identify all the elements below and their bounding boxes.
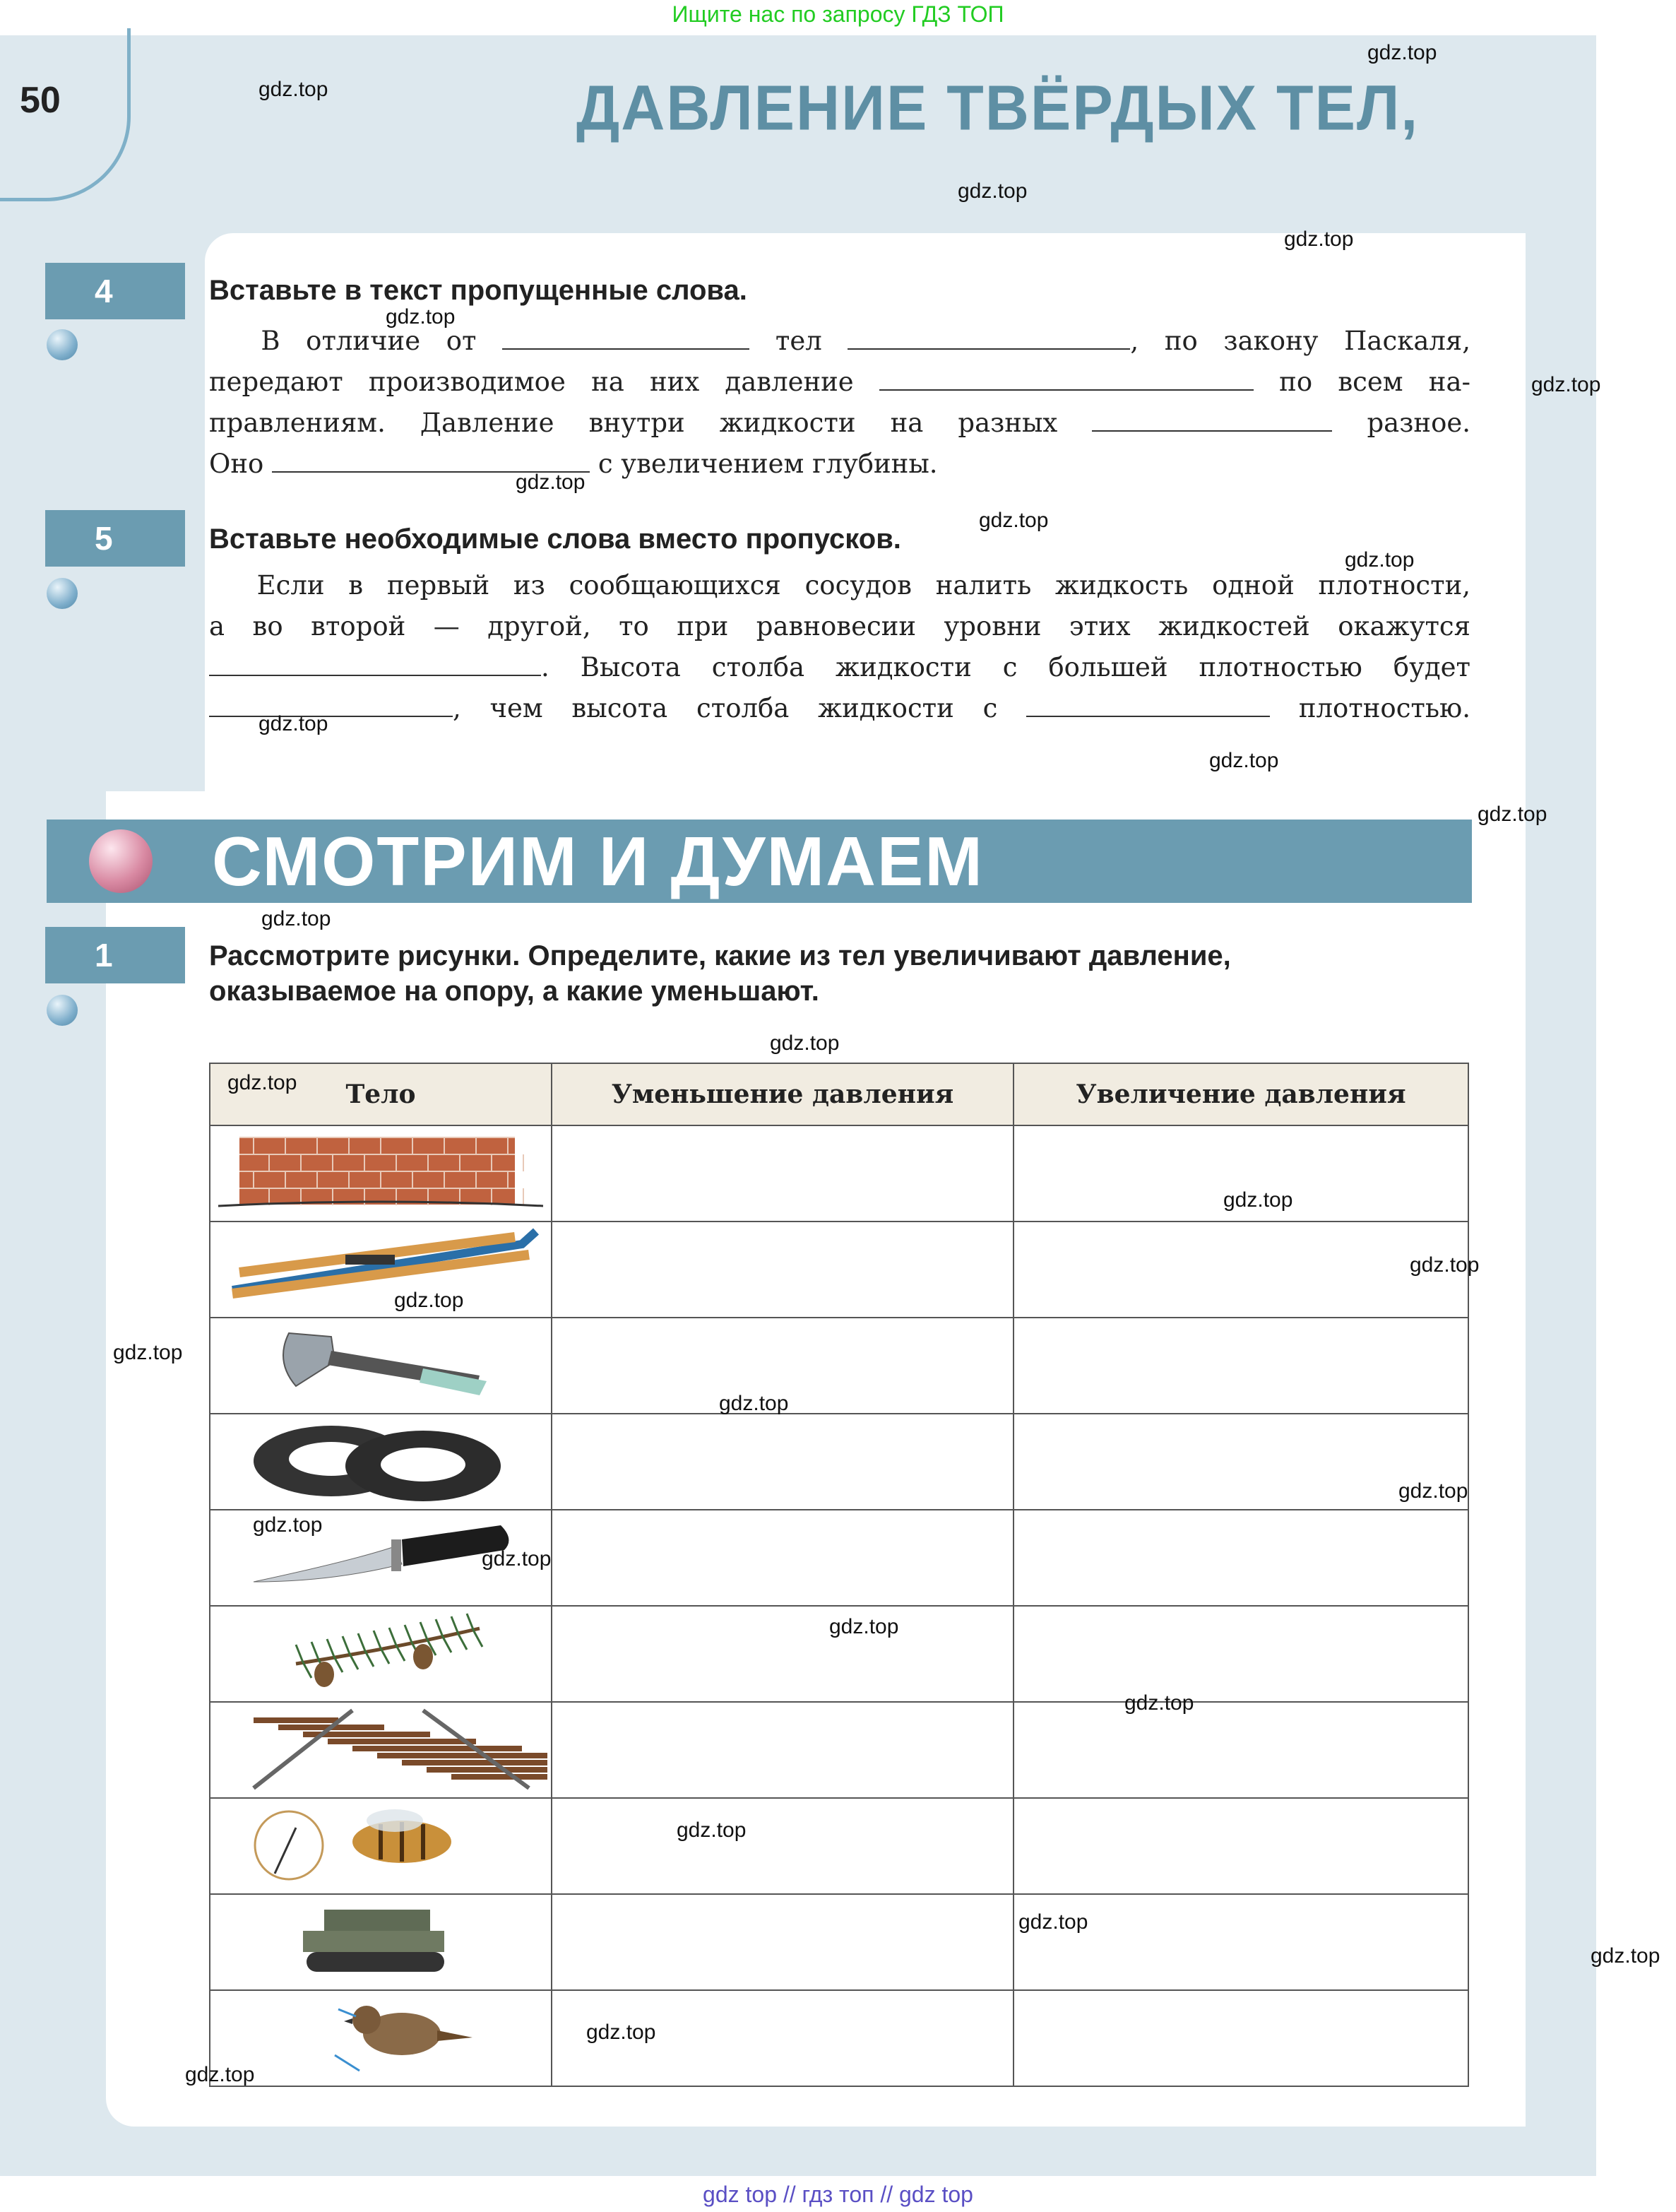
watermark: gdz.top bbox=[1018, 1910, 1088, 1934]
body-image-cell bbox=[210, 1125, 552, 1222]
pink-ball-icon bbox=[89, 829, 153, 893]
watermark: gdz.top bbox=[979, 509, 1049, 532]
task-5-text bbox=[209, 565, 1470, 729]
task-4-badge: 4 bbox=[45, 263, 185, 319]
table-row bbox=[210, 1798, 1468, 1894]
increase-cell[interactable] bbox=[1014, 1894, 1468, 1990]
column-header-body: Тело bbox=[210, 1063, 552, 1125]
table-row bbox=[210, 1702, 1468, 1798]
table-row bbox=[210, 1510, 1468, 1606]
page-number: 50 bbox=[20, 80, 61, 121]
text: правлениям. Давление внутри жидкости на разных bbox=[209, 408, 1058, 438]
text: разное. bbox=[1367, 408, 1471, 438]
table-row bbox=[210, 1990, 1468, 2086]
pine-branch-image bbox=[211, 1607, 547, 1697]
watermark: gdz.top bbox=[1124, 1691, 1194, 1715]
increase-cell[interactable] bbox=[1014, 1798, 1468, 1894]
watermark: gdz.top bbox=[185, 2063, 255, 2086]
watermark: gdz.top bbox=[1398, 1479, 1468, 1503]
watermark: gdz.top bbox=[258, 78, 328, 101]
tires-image bbox=[211, 1415, 547, 1505]
brick-wall-image bbox=[211, 1127, 547, 1217]
text: по всем на- bbox=[1279, 367, 1470, 397]
text: тел bbox=[775, 326, 822, 356]
text: Рассмотрите рисунки. Определите, какие из тел увеличивают давление, bbox=[209, 940, 1231, 971]
body-image-cell bbox=[210, 1318, 552, 1414]
body-image-cell bbox=[210, 1414, 552, 1510]
body-image-cell bbox=[210, 1702, 552, 1798]
task-4-heading: Вставьте в текст пропущенные слова. bbox=[209, 275, 747, 306]
watermark: gdz.top bbox=[394, 1289, 464, 1312]
watermark: gdz.top bbox=[829, 1615, 899, 1638]
blank-field[interactable] bbox=[502, 324, 749, 350]
page-title: ДАВЛЕНИЕ ТВЁРДЫХ ТЕЛ, bbox=[576, 72, 1420, 144]
increase-cell[interactable] bbox=[1014, 1702, 1468, 1798]
body-image-cell bbox=[210, 1606, 552, 1702]
text: . Высота столба жидкости с большей плотностью будет bbox=[541, 652, 1470, 682]
body-image-cell bbox=[210, 1990, 552, 2086]
pressure-table bbox=[209, 1063, 1469, 2087]
text: с увеличением глубины. bbox=[598, 449, 938, 479]
task-1-badge: 1 bbox=[45, 927, 185, 983]
increase-cell[interactable] bbox=[1014, 1990, 1468, 2086]
decrease-cell[interactable] bbox=[552, 1606, 1014, 1702]
watermark: gdz.top bbox=[261, 907, 331, 930]
watermark: gdz.top bbox=[258, 712, 328, 735]
watermark: gdz.top bbox=[1531, 373, 1601, 396]
table-row bbox=[210, 1894, 1468, 1990]
top-note: Ищите нас по запросу ГДЗ ТОП bbox=[672, 1, 1004, 27]
blank-field[interactable] bbox=[1026, 692, 1270, 717]
decrease-cell[interactable] bbox=[552, 1798, 1014, 1894]
increase-cell[interactable] bbox=[1014, 1510, 1468, 1606]
task-5-heading: Вставьте необходимые слова вместо пропусков. bbox=[209, 524, 901, 555]
blank-field[interactable] bbox=[272, 447, 590, 473]
text: плотностью. bbox=[1298, 693, 1471, 723]
watermark: gdz.top bbox=[1345, 548, 1415, 572]
watermark: gdz.top bbox=[719, 1392, 789, 1415]
watermark: gdz.top bbox=[1478, 803, 1547, 826]
text: оказываемое на опору, а какие уменьшают. bbox=[209, 976, 819, 1007]
blank-field[interactable] bbox=[209, 692, 453, 717]
text: а во второй — другой, то при равновесии уровни этих жидкостей окажутся bbox=[209, 611, 1470, 641]
text: передают производимое на них давление bbox=[209, 367, 854, 397]
ball-icon bbox=[47, 578, 78, 609]
text: , по закону Паскаля, bbox=[1130, 326, 1470, 356]
watermark: gdz.top bbox=[1591, 1944, 1660, 1968]
bee-sting-image bbox=[211, 1799, 547, 1889]
task-4-text bbox=[209, 321, 1470, 485]
ball-icon bbox=[47, 329, 78, 360]
axe-image bbox=[211, 1319, 547, 1409]
section-title: СМОТРИМ И ДУМАЕМ bbox=[212, 822, 984, 900]
sparrow-image bbox=[211, 1992, 547, 2081]
ball-icon bbox=[47, 995, 78, 1026]
watermark: gdz.top bbox=[1209, 749, 1279, 772]
text: Оно bbox=[209, 449, 264, 479]
watermark: gdz.top bbox=[1410, 1253, 1480, 1277]
watermark: gdz.top bbox=[113, 1341, 183, 1364]
body-image-cell bbox=[210, 1894, 552, 1990]
watermark: gdz.top bbox=[1284, 227, 1354, 251]
watermark: gdz.top bbox=[516, 471, 586, 494]
watermark: gdz.top bbox=[227, 1071, 297, 1094]
body-image-cell bbox=[210, 1222, 552, 1318]
blank-field[interactable] bbox=[848, 324, 1130, 350]
decrease-cell[interactable] bbox=[552, 1222, 1014, 1318]
watermark: gdz.top bbox=[586, 2021, 656, 2044]
watermark: gdz.top bbox=[770, 1031, 840, 1055]
watermark: gdz.top bbox=[958, 179, 1028, 203]
blank-field[interactable] bbox=[879, 365, 1254, 391]
watermark: gdz.top bbox=[1223, 1188, 1293, 1212]
table-row bbox=[210, 1414, 1468, 1510]
increase-cell[interactable] bbox=[1014, 1318, 1468, 1414]
task-5-badge: 5 bbox=[45, 510, 185, 567]
skis-image bbox=[211, 1223, 547, 1313]
decrease-cell[interactable] bbox=[552, 1702, 1014, 1798]
tracked-vehicle-image bbox=[211, 1895, 547, 1985]
railway-track-image bbox=[211, 1703, 547, 1793]
decrease-cell[interactable] bbox=[552, 1125, 1014, 1222]
increase-cell[interactable] bbox=[1014, 1222, 1468, 1318]
footer-links[interactable]: gdz top // гдз топ // gdz top bbox=[703, 2182, 973, 2207]
blank-field[interactable] bbox=[209, 651, 541, 676]
column-header-increase: Увеличение давления bbox=[1014, 1063, 1468, 1125]
watermark: gdz.top bbox=[1367, 41, 1437, 64]
increase-cell[interactable] bbox=[1014, 1606, 1468, 1702]
watermark: gdz.top bbox=[482, 1547, 552, 1571]
blank-field[interactable] bbox=[1092, 406, 1332, 432]
text: В отличие от bbox=[261, 326, 477, 356]
task-1-heading bbox=[209, 938, 1231, 1009]
watermark: gdz.top bbox=[253, 1513, 323, 1537]
decrease-cell[interactable] bbox=[552, 1894, 1014, 1990]
decrease-cell[interactable] bbox=[552, 1414, 1014, 1510]
text: , чем высота столба жидкости с bbox=[453, 693, 998, 723]
body-image-cell bbox=[210, 1798, 552, 1894]
column-header-decrease: Уменьшение давления bbox=[552, 1063, 1014, 1125]
table-row bbox=[210, 1318, 1468, 1414]
text: Если в первый из сообщающихся сосудов налить жидкость одной плотности, bbox=[256, 570, 1470, 601]
decrease-cell[interactable] bbox=[552, 1510, 1014, 1606]
watermark: gdz.top bbox=[677, 1818, 747, 1842]
watermark: gdz.top bbox=[386, 305, 456, 329]
